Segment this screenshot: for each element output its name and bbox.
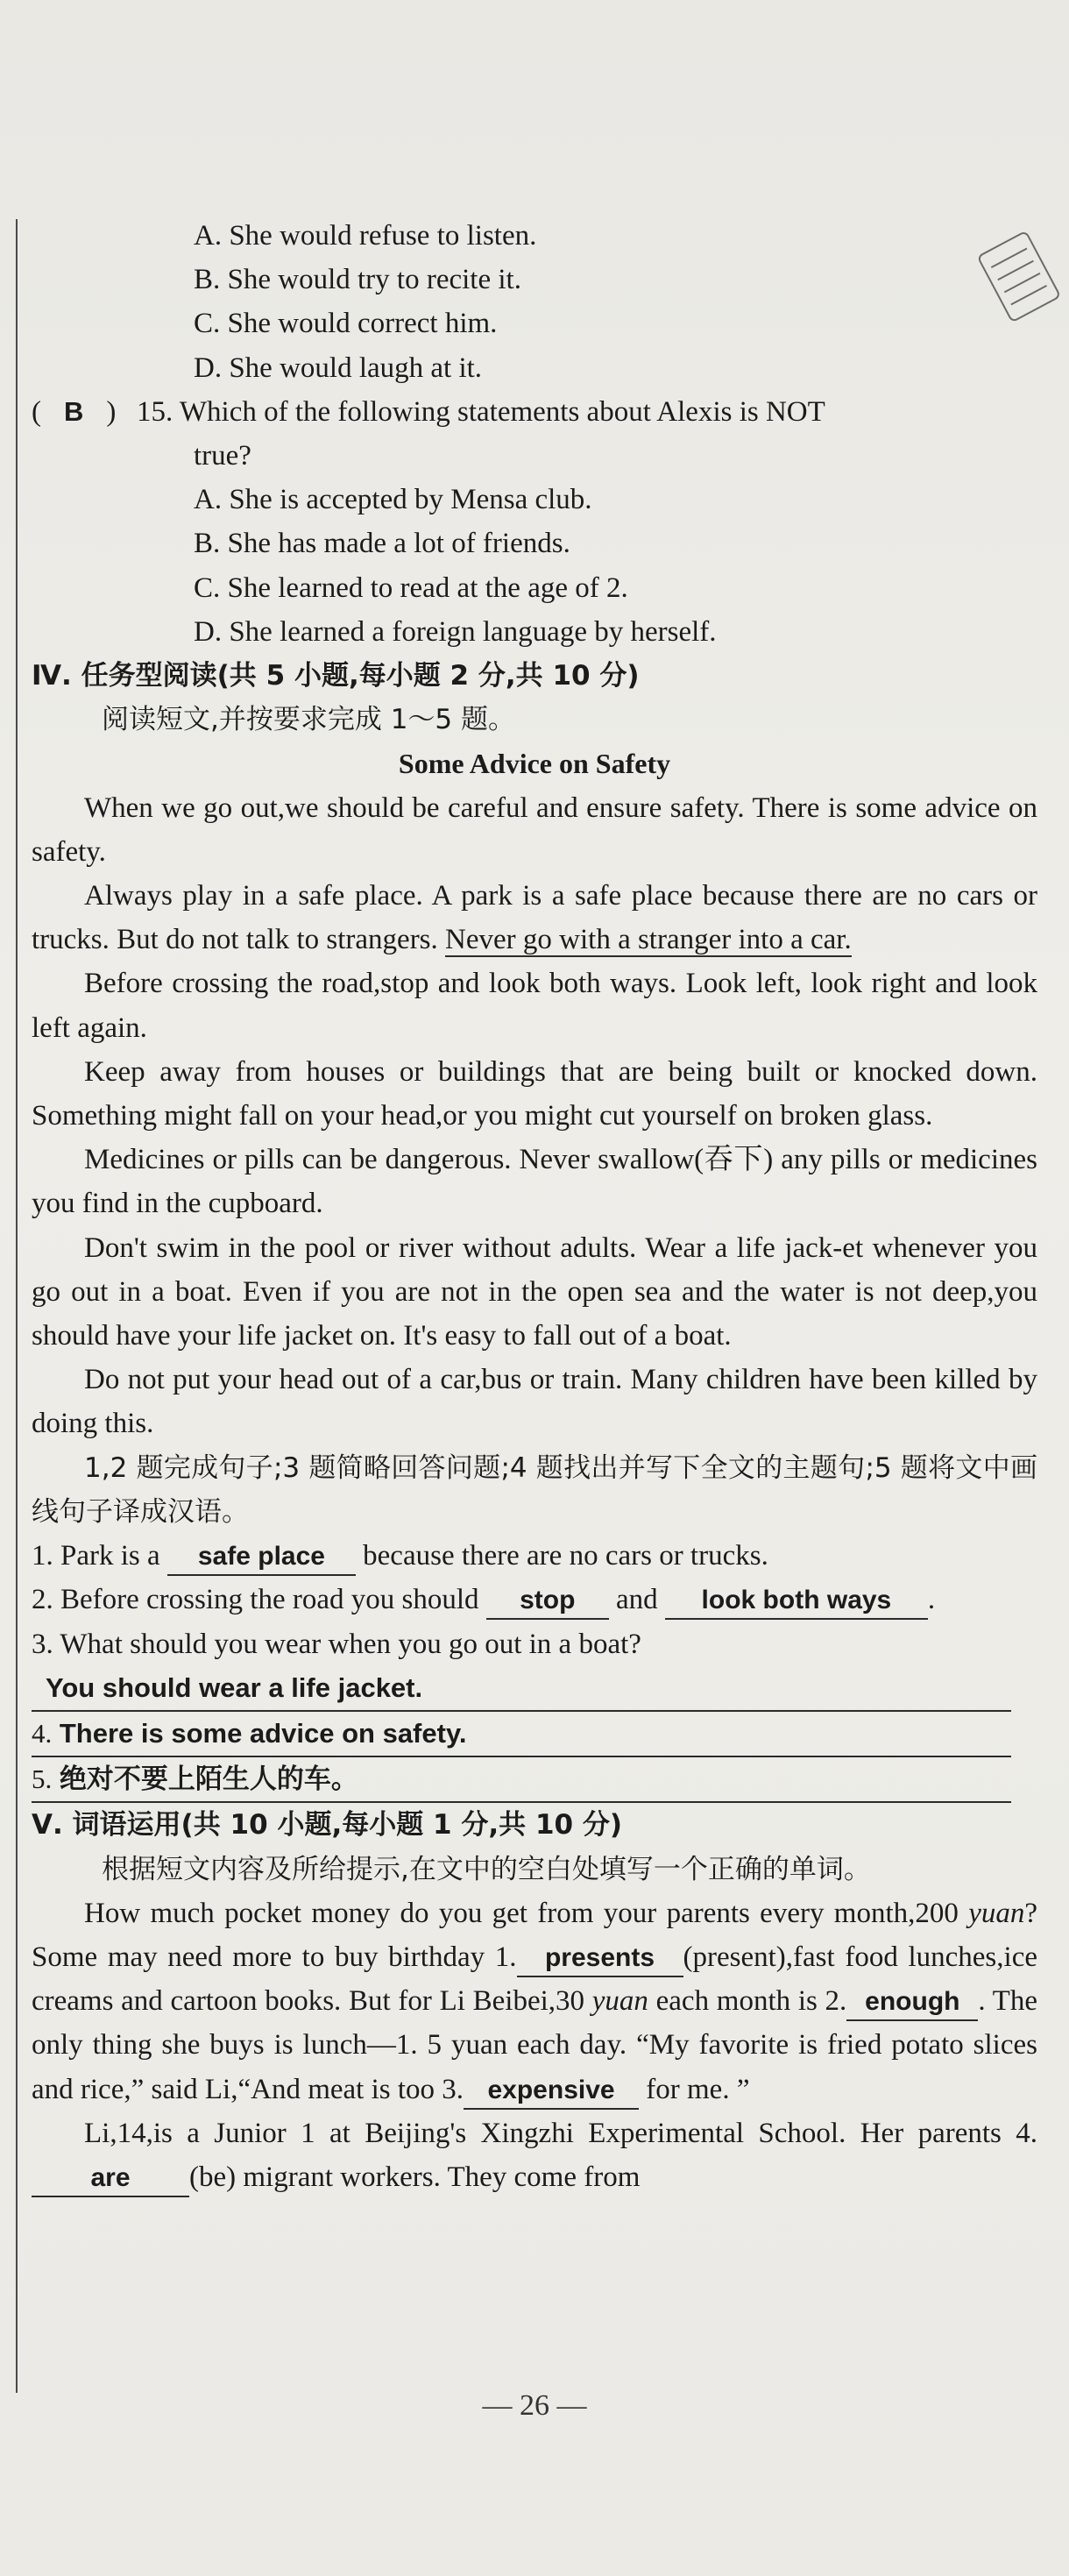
task-instruction: 1,2 题完成句子;3 题简略回答问题;4 题找出并写下全文的主题句;5 题将文中画线句子译成汉语。 bbox=[32, 1451, 1037, 1528]
cloze-yuan-1: yuan bbox=[968, 1897, 1025, 1929]
q15-option-b: B. She has made a lot of friends. bbox=[194, 528, 570, 560]
task-item-1 bbox=[32, 1534, 1037, 1578]
passage-paragraph-4: Keep away from houses or buildings that are being built or knocked down. Something might fall on your head,or you might cut yourself on broken glass. bbox=[32, 1055, 1037, 1132]
q14-option-c: C. She would correct him. bbox=[194, 308, 498, 340]
passage-paragraph-7: Do not put your head out of a car,bus or train. Many children have been killed by doing this. bbox=[32, 1364, 1037, 1440]
q14-option-d: D. She would laugh at it. bbox=[194, 351, 483, 384]
passage-paragraph-3: Before crossing the road,stop and look both ways. Look left, look right and look left again. bbox=[32, 968, 1037, 1044]
item-5-number: 5. bbox=[32, 1763, 53, 1795]
q15-option-a: A. She is accepted by Mensa club. bbox=[194, 484, 592, 516]
cloze-answer-3: expensive bbox=[464, 2073, 639, 2110]
item-2-connector: and bbox=[616, 1584, 658, 1616]
cloze-answer-1: presents bbox=[517, 1941, 683, 1977]
passage-paragraph-1: When we go out,we should be careful and ensure safety. There is some advice on safety. bbox=[32, 791, 1037, 868]
section-5-instruction: 根据短文内容及所给提示,在文中的空白处填写一个正确的单词。 bbox=[102, 1853, 871, 1885]
task-item-5 bbox=[32, 1757, 1011, 1803]
q14-option-b: B. She would try to recite it. bbox=[194, 264, 521, 296]
item-1-suffix: because there are no cars or trucks. bbox=[363, 1540, 768, 1572]
q15-stem: 15. Which of the following statements about Alexis is NOT bbox=[137, 395, 825, 428]
section-4-instruction: 阅读短文,并按要求完成 1～5 题。 bbox=[102, 704, 516, 736]
q15-stem-continuation: true? bbox=[194, 440, 251, 472]
left-margin-rule bbox=[16, 219, 18, 2393]
cloze-paragraph-1 bbox=[32, 1891, 1037, 2111]
item-1-answer: safe place bbox=[167, 1539, 356, 1576]
item-5-answer: 绝对不要上陌生人的车。 bbox=[59, 1763, 358, 1795]
paragraph-2-text: Always play in a safe place. A park is a safe place because there are no cars or trucks. But do not talk to strangers. bbox=[32, 880, 1037, 956]
cloze-text-1b: ? Some may need more to buy birthday 1. bbox=[32, 1897, 1037, 1973]
task-item-2 bbox=[32, 1578, 1037, 1622]
item-4-answer: There is some advice on safety. bbox=[59, 1717, 467, 1749]
item-2-answer-1: stop bbox=[486, 1583, 609, 1620]
item-1-prefix: 1. Park is a bbox=[32, 1540, 160, 1572]
cloze-paragraph-2 bbox=[32, 2111, 1037, 2199]
passage-title: Some Advice on Safety bbox=[398, 748, 671, 780]
cloze-yuan-2: yuan bbox=[591, 1985, 648, 2018]
q14-option-a: A. She would refuse to listen. bbox=[194, 220, 537, 252]
cloze-text-3: . The only thing she buys is lunch—1. 5 yuan each day. “My favorite is fried potato slices and rice,” said Li,“And meat is too 3. bbox=[32, 1985, 1037, 2105]
item-4-number: 4. bbox=[32, 1717, 53, 1749]
cloze-text-2: (present),fast food lunches,ice creams and cartoon books. But for Li Beibei,30 bbox=[32, 1941, 1037, 2018]
task-item-3-question: 3. What should you wear when you go out in a boat? bbox=[32, 1628, 641, 1660]
cloze-text-1: How much pocket money do you get from your parents every month,200 bbox=[84, 1897, 969, 1929]
item-2-period: . bbox=[927, 1584, 936, 1616]
item-2-prefix: 2. Before crossing the road you should bbox=[32, 1584, 479, 1616]
item-2-answer-2: look both ways bbox=[665, 1583, 928, 1620]
cloze-text-4: Li,14,is a Junior 1 at Beijing's Xingzhi Experimental School. Her parents 4. bbox=[84, 2117, 1037, 2149]
q15-paren-close: ) bbox=[106, 395, 117, 428]
worksheet-content bbox=[32, 214, 1037, 2199]
q15-paren-open: ( bbox=[32, 395, 41, 428]
q15-option-c: C. She learned to read at the age of 2. bbox=[194, 571, 628, 604]
q15-option-d: D. She learned a foreign language by herself. bbox=[194, 615, 717, 648]
section-5-heading: Ⅴ. 词语运用(共 10 小题,每小题 1 分,共 10 分) bbox=[32, 1809, 623, 1842]
underlined-sentence: Never go with a stranger into a car. bbox=[445, 924, 852, 956]
question-15 bbox=[32, 390, 1037, 434]
q15-answer-bracket bbox=[32, 390, 137, 434]
section-4-heading: Ⅳ. 任务型阅读(共 5 小题,每小题 2 分,共 10 分) bbox=[32, 660, 640, 692]
passage-paragraph-6: Don't swim in the pool or river without adults. Wear a life jack-et whenever you go out in a boat. Even if you are not in the open sea and the water is not deep,you should have your life jacket on. It's easy to fall out of a boat. bbox=[32, 1231, 1037, 1352]
passage-paragraph-5: Medicines or pills can be dangerous. Never swallow(吞下) any pills or medicines you find in the cupboard. bbox=[32, 1144, 1037, 1220]
cloze-text-3b: for me. ” bbox=[646, 2073, 750, 2105]
page-number: — 26 — bbox=[482, 2389, 587, 2422]
cloze-text-2b: each month is 2. bbox=[648, 1985, 847, 2018]
cloze-answer-4: are bbox=[32, 2161, 189, 2197]
task-item-3-answer: You should wear a life jacket. bbox=[32, 1666, 1011, 1712]
passage-paragraph-2 bbox=[32, 874, 1037, 962]
cloze-answer-2: enough bbox=[846, 1984, 978, 2021]
q15-answer: B bbox=[64, 395, 84, 427]
cloze-text-4b: (be) migrant workers. They come from bbox=[189, 2161, 641, 2193]
task-item-4 bbox=[32, 1712, 1011, 1757]
